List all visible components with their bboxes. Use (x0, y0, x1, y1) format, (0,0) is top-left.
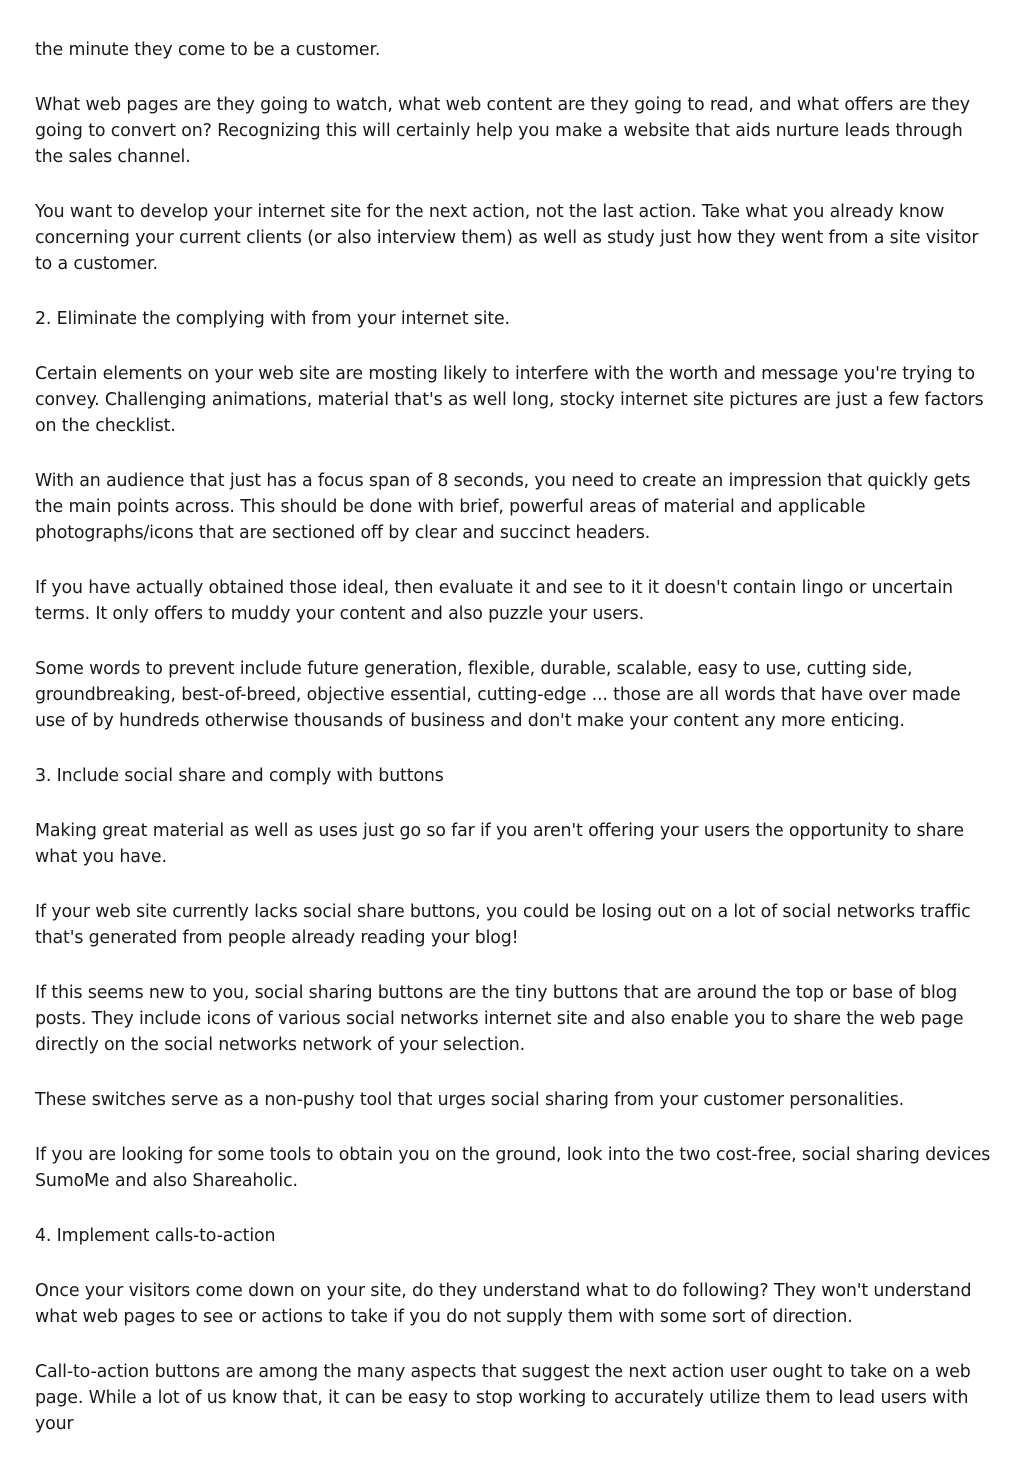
paragraph-17: Call-to-action buttons are among the many aspects that suggest the next action user ought to take on a web page. While a lot of us know that, it can be easy to stop working to accurately utilize them to lead users with your (35, 1362, 971, 1434)
paragraph-11: If your web site currently lacks social share buttons, you could be losing out on a lot of social networks traffic that's generated from people already reading your blog! (35, 902, 971, 948)
paragraph-10: Making great material as well as uses just go so far if you aren't offering your users the opportunity to share what you have. (35, 821, 964, 867)
document-body (35, 37, 995, 1466)
paragraph-3: You want to develop your internet site for the next action, not the last action. Take what you already know concerning your current clients (or also interview them) as well as study just how they went from a site visitor to a customer. (35, 202, 979, 274)
section-heading-4: 4. Implement calls-to-action (35, 1226, 276, 1246)
paragraph-2: What web pages are they going to watch, what web content are they going to read, and what offers are they going to convert on? Recognizing this will certainly help you make a website that aids nurture leads through the sales channel. (35, 95, 970, 167)
section-heading-3: 3. Include social share and comply with buttons (35, 766, 444, 786)
paragraph-14: If you are looking for some tools to obtain you on the ground, look into the two cost-free, social sharing devices SumoMe and also Shareaholic. (35, 1145, 991, 1191)
paragraph-7: If you have actually obtained those ideal, then evaluate it and see to it it doesn't contain lingo or uncertain terms. It only offers to muddy your content and also puzzle your users. (35, 578, 953, 624)
section-heading-2: 2. Eliminate the complying with from your internet site. (35, 309, 510, 329)
paragraph-13: These switches serve as a non-pushy tool that urges social sharing from your customer personalities. (35, 1090, 905, 1110)
paragraph-16: Once your visitors come down on your site, do they understand what to do following? They won't understand what web pages to see or actions to take if you do not supply them with some sort of direction. (35, 1281, 972, 1327)
paragraph-1: the minute they come to be a customer. (35, 40, 381, 60)
paragraph-8: Some words to prevent include future generation, flexible, durable, scalable, easy to use, cutting side, groundbreaking, best-of-breed, objective essential, cutting-edge ... those are all words that have over made use of by hundreds otherwise thousands of business and don't make your content any more enticing. (35, 659, 961, 731)
paragraph-6: With an audience that just has a focus span of 8 seconds, you need to create an impression that quickly gets the main points across. This should be done with brief, powerful areas of material and applicable photographs/icons that are sectioned off by clear and succinct headers. (35, 471, 971, 543)
paragraph-5: Certain elements on your web site are mosting likely to interfere with the worth and message you're trying to convey. Challenging animations, material that's as well long, stocky internet site pictures are just a few factors on the checklist. (35, 364, 984, 436)
paragraph-12: If this seems new to you, social sharing buttons are the tiny buttons that are around the top or base of blog posts. They include icons of various social networks internet site and also enable you to share the web page directly on the social networks network of your selection. (35, 983, 964, 1055)
